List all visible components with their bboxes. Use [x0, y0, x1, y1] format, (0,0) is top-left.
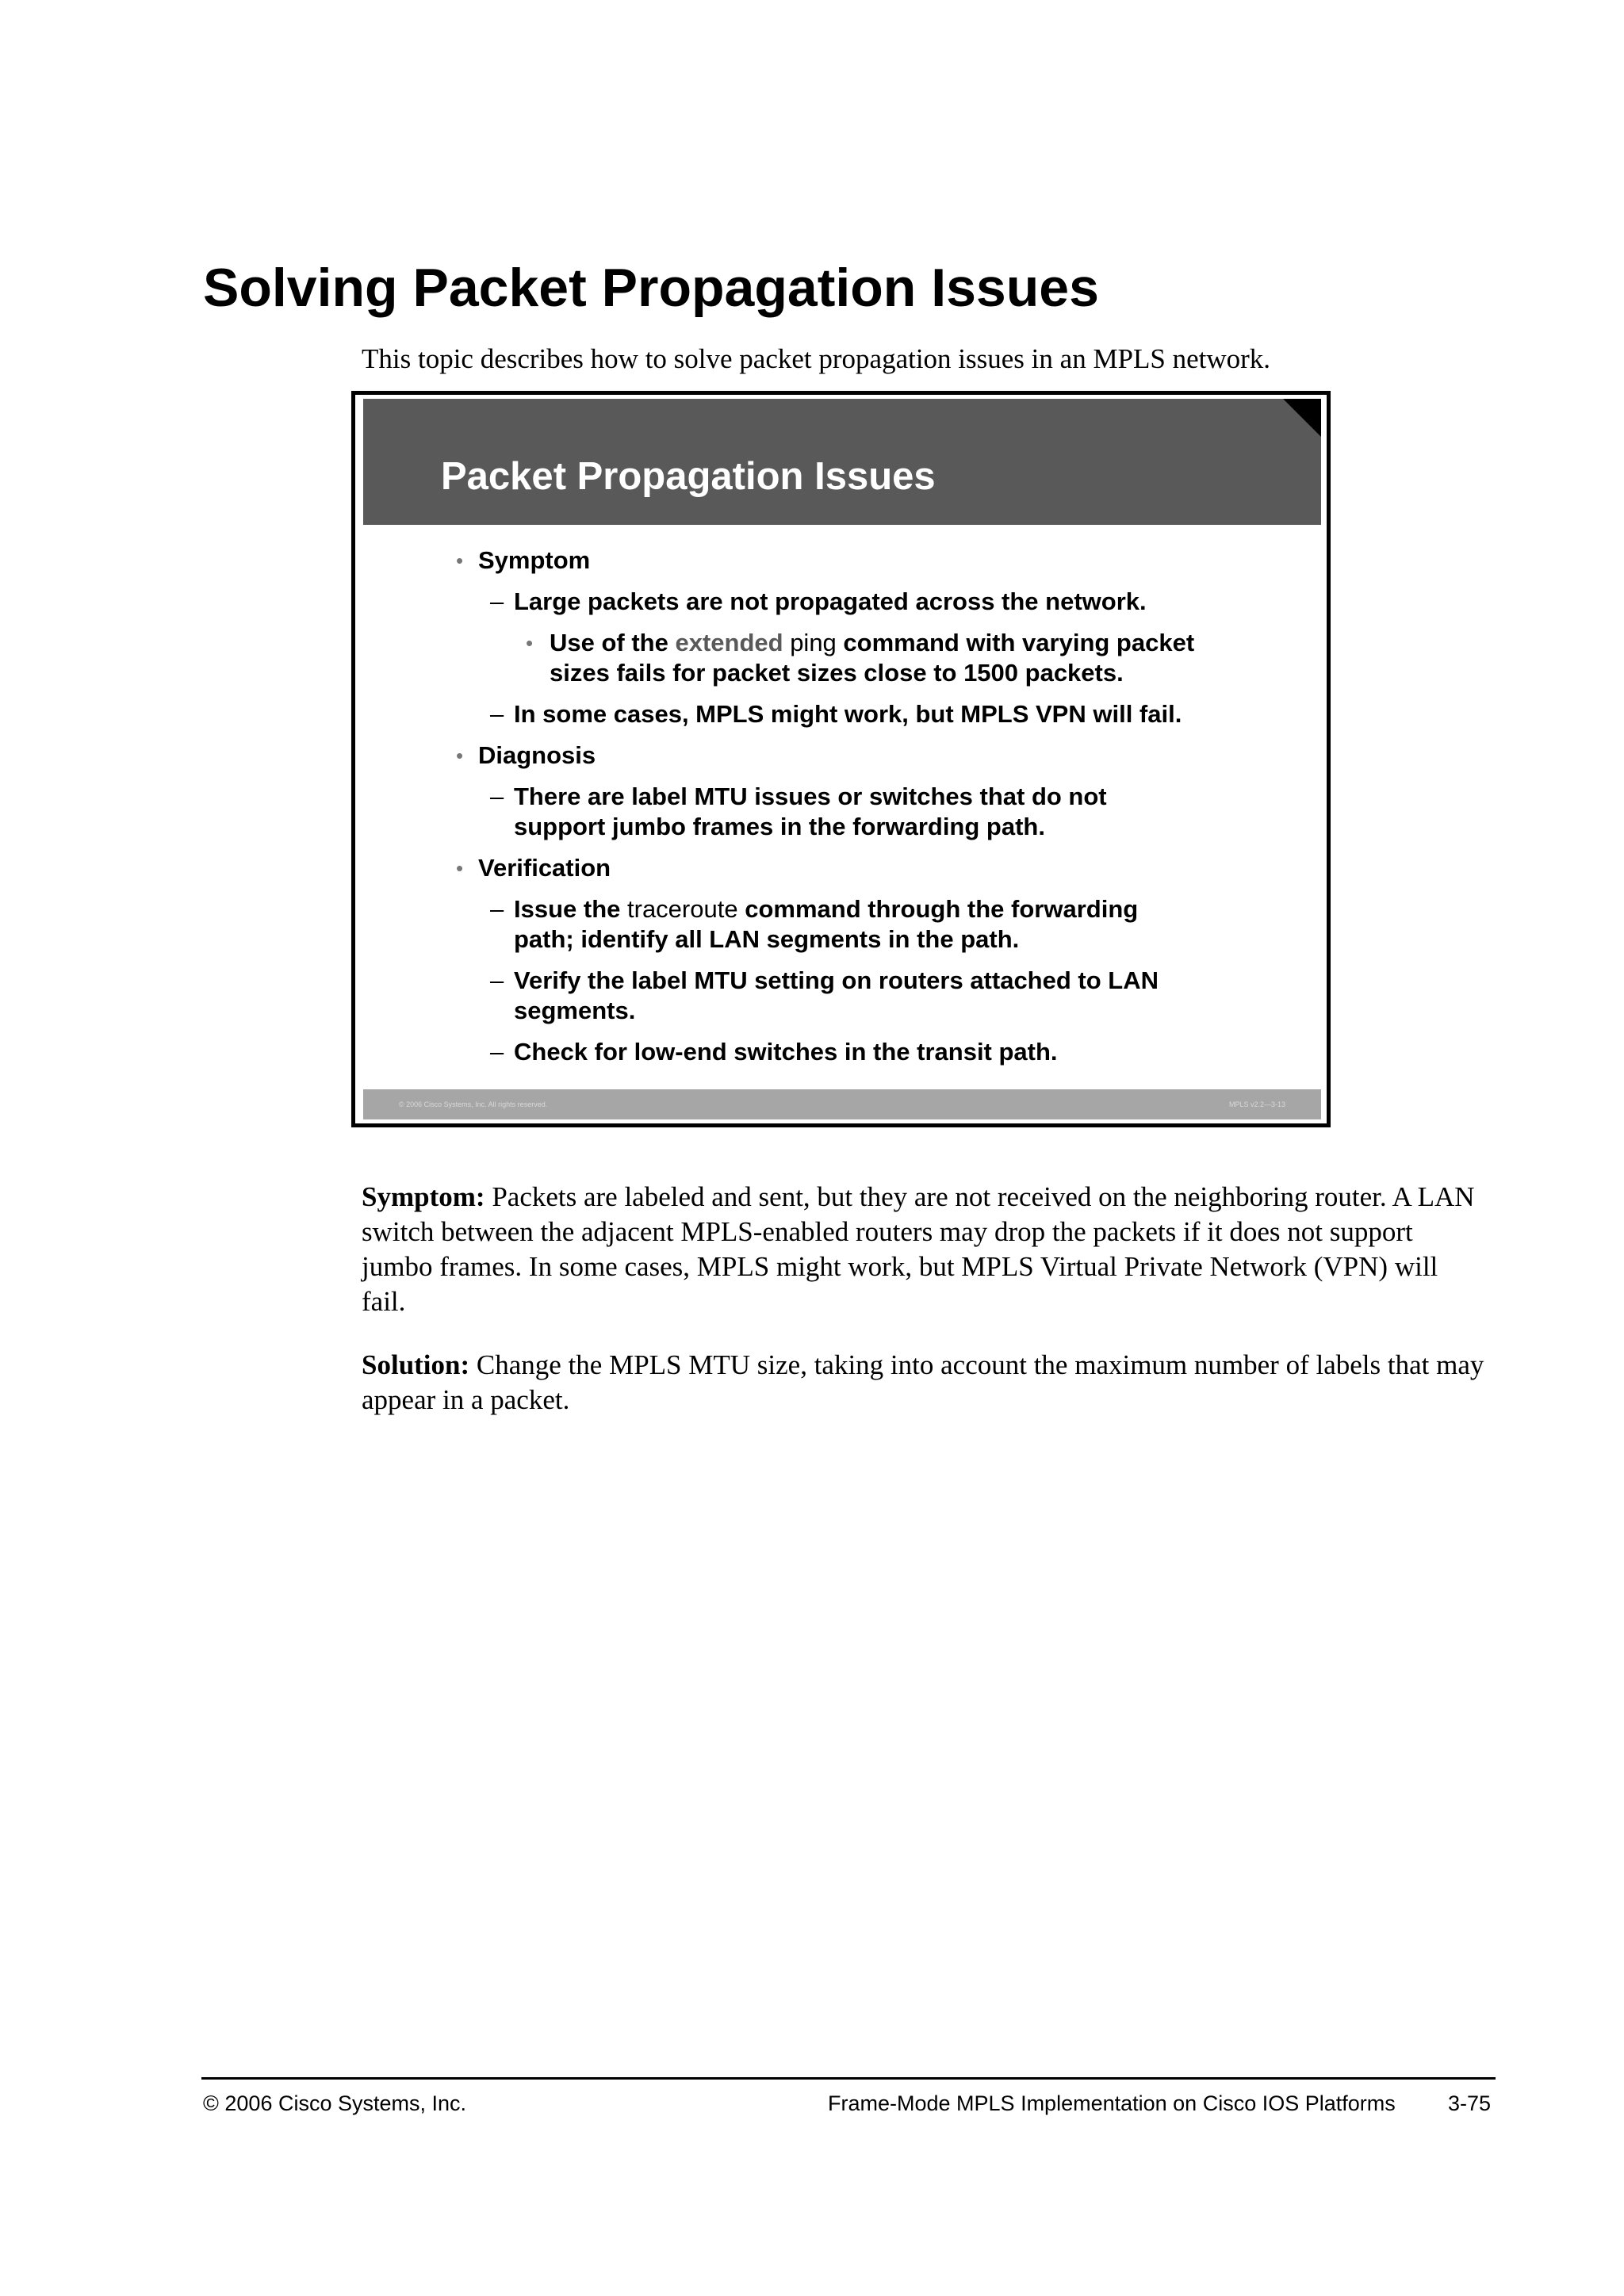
slide	[351, 391, 1331, 1127]
sub-point	[355, 966, 1188, 1026]
footer-divider	[201, 2077, 1496, 2080]
sub-point	[355, 782, 1188, 842]
bullet-diagnosis	[355, 740, 1327, 771]
solution-text: Change the MPLS MTU size, taking into account the maximum number of labels that may appear in a packet.	[362, 1349, 1484, 1415]
bullet-verification	[355, 853, 1327, 883]
page-heading: Solving Packet Propagation Issues	[203, 258, 1099, 318]
bullet-marker: •	[526, 631, 534, 655]
text-fragment: Use of the	[550, 629, 676, 656]
dash-marker: –	[490, 895, 504, 923]
dash-marker: –	[490, 783, 504, 810]
slide-content	[355, 545, 1327, 1078]
slide-id: MPLS v2.2—3-13	[1228, 1100, 1285, 1108]
dash-marker: –	[490, 700, 504, 728]
sub-point-text: There are label MTU issues or switches that do not support jumbo frames in the forwarding path.	[514, 783, 1107, 840]
keyword-traceroute: traceroute	[620, 895, 738, 923]
symptom-paragraph	[362, 1180, 1488, 1319]
bullet-label: Verification	[478, 854, 611, 882]
symptom-label: Symptom:	[362, 1181, 485, 1212]
solution-paragraph	[362, 1348, 1488, 1418]
slide-title: Packet Propagation Issues	[441, 455, 936, 498]
slide-footer	[363, 1089, 1321, 1119]
footer-copyright: © 2006 Cisco Systems, Inc.	[203, 2091, 467, 2115]
sub-point	[355, 1037, 1188, 1067]
slide-header	[363, 399, 1321, 525]
bullet-label: Symptom	[478, 546, 591, 574]
symptom-text: Packets are labeled and sent, but they are not received on the neighboring router. A LAN switch between the adjacent MPLS-enabled routers may drop the packets if it does not support jumbo frames. In some cases, MPLS might work, but MPLS Virtual Private Network (VPN) will fail.	[362, 1181, 1475, 1317]
bullet-marker: •	[456, 744, 464, 767]
text-fragment: command through the forwarding path; identify all LAN segments in the path.	[514, 895, 1139, 953]
dash-marker: –	[490, 966, 504, 994]
text-fragment: command with varying packet sizes fails for packet sizes close to 1500 packets.	[550, 629, 1195, 687]
keyword-ping: ping	[783, 629, 837, 656]
sub-point	[355, 587, 1188, 617]
footer-course-title: Frame-Mode MPLS Implementation on Cisco IOS Platforms	[828, 2091, 1396, 2115]
sub-point-text: Verify the label MTU setting on routers attached to LAN segments.	[514, 966, 1159, 1024]
dash-marker: –	[490, 1038, 504, 1066]
sub-point-text: Check for low-end switches in the transit path.	[514, 1038, 1058, 1066]
slide-copyright: © 2006 Cisco Systems, Inc. All rights reserved.	[399, 1100, 548, 1108]
sub-point	[355, 894, 1188, 955]
footer-page-number: 3-75	[1448, 2091, 1492, 2115]
corner-triangle-icon	[1283, 399, 1321, 437]
sub-point	[355, 699, 1188, 729]
solution-label: Solution:	[362, 1349, 470, 1380]
bullet-label: Diagnosis	[478, 741, 596, 769]
sub-point-text: Large packets are not propagated across the network.	[514, 587, 1147, 615]
dash-marker: –	[490, 587, 504, 615]
bullet-marker: •	[456, 856, 464, 880]
keyword-extended: extended	[675, 629, 783, 656]
bullet-marker: •	[456, 549, 464, 572]
sub-sub-point	[355, 628, 1200, 688]
text-fragment: Issue the	[514, 895, 621, 923]
intro-text: This topic describes how to solve packet propagation issues in an MPLS network.	[362, 343, 1271, 374]
sub-point-text: In some cases, MPLS might work, but MPLS VPN will fail.	[514, 700, 1182, 728]
bullet-symptom	[355, 545, 1327, 576]
